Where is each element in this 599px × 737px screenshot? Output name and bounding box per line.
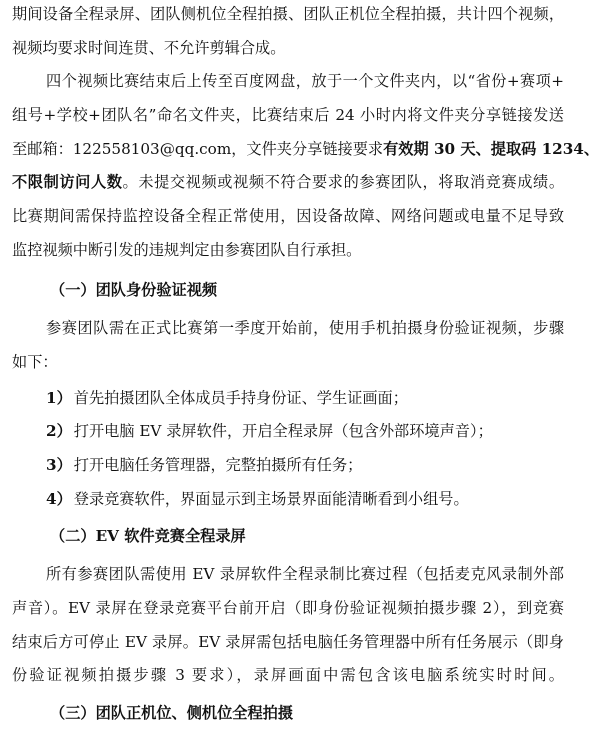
text-span: 。未提交视频或视频不符合要求的参赛团队，将取消竞赛成绩。: [122, 173, 565, 191]
text-line: 组号+学校+团队名”命名文件夹，比赛结束后 24 小时内将文件夹分享链接发送: [12, 106, 564, 124]
text-line: 参赛团队需在正式比赛第一季度开始前，使用手机拍摄身份验证视频，步骤: [46, 319, 564, 337]
text-line: 如下：: [12, 353, 58, 371]
step-item: [46, 421, 493, 441]
step-item: [46, 388, 408, 408]
text-line: 结束后方可停止 EV 录屏。EV 录屏需包括电脑任务管理器中所有任务展示（即身: [12, 633, 564, 651]
text-line: 比赛期间需保持监控设备全程正常使用，因设备故障、网络问题或电量不足导致: [12, 207, 564, 225]
text-line: 所有参赛团队需使用 EV 录屏软件全程录制比赛过程（包括麦克风录制外部: [46, 565, 564, 583]
bold-requirement: 有效期 30 天、提取码 1234、: [383, 140, 599, 158]
step-text: 打开电脑任务管理器，完整拍摄所有任务；: [73, 456, 363, 474]
text-line: 期间设备全程录屏、团队侧机位全程拍摄、团队正机位全程拍摄，共计四个视频，: [12, 5, 564, 23]
step-item: [46, 455, 362, 475]
text-line: [12, 172, 564, 192]
text-line: 声音）。EV 录屏在登录竞赛平台前开启（即身份验证视频拍摄步骤 2），到竞赛: [12, 599, 564, 617]
text-line: [12, 139, 599, 159]
step-item: [46, 489, 469, 509]
section-heading: （三）团队正机位、侧机位全程拍摄: [50, 704, 293, 722]
bold-requirement: 不限制访问人数: [12, 173, 123, 191]
section-heading: （二）EV 软件竞赛全程录屏: [50, 527, 246, 545]
text-line: 份验证视频拍摄步骤 3 要求），录屏画面中需包含该电脑系统实时时间。: [12, 666, 564, 684]
text-line: 视频均要求时间连贯、不允许剪辑合成。: [12, 39, 286, 57]
text-line: 监控视频中断引发的违规判定由参赛团队自行承担。: [12, 241, 362, 259]
step-text: 首先拍摄团队全体成员手持身份证、学生证画面；: [73, 389, 408, 407]
text-span: 至邮箱：122558103@qq.com，文件夹分享链接要求: [12, 140, 384, 158]
step-number: 4）: [46, 490, 72, 508]
text-line: 四个视频比赛结束后上传至百度网盘，放于一个文件夹内，以“省份+赛项+: [46, 72, 564, 90]
section-heading: （一）团队身份验证视频: [50, 281, 218, 299]
step-number: 2）: [46, 422, 72, 440]
step-text: 打开电脑 EV 录屏软件，开启全程录屏（包含外部环境声音）；: [73, 422, 493, 440]
step-number: 3）: [46, 456, 72, 474]
step-text: 登录竞赛软件，界面显示到主场景界面能清晰看到小组号。: [73, 490, 469, 508]
step-number: 1）: [46, 389, 72, 407]
